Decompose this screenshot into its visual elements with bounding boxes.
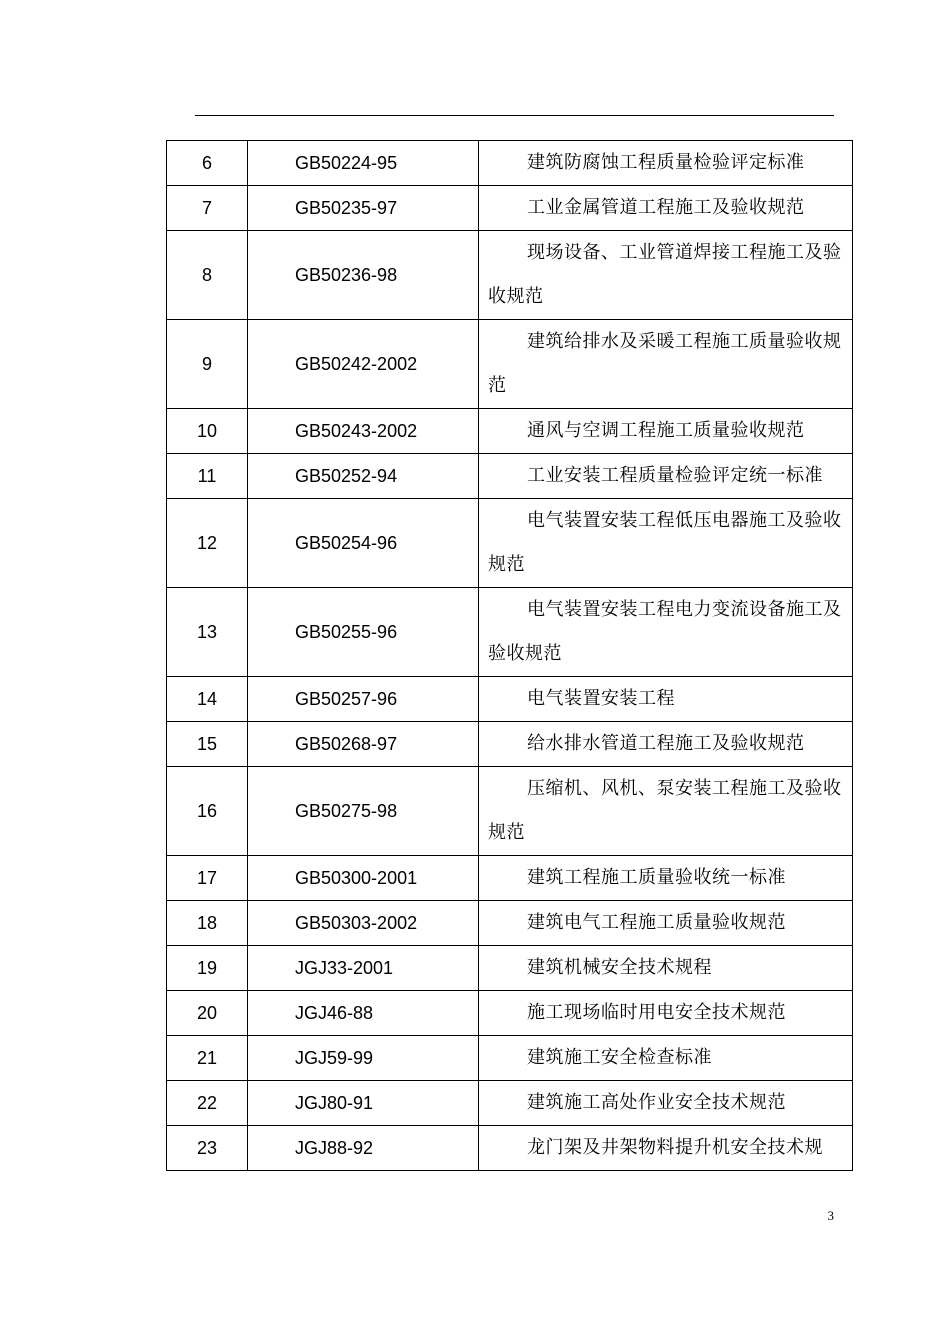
table-row [167,722,853,767]
standard-name: 龙门架及井架物料提升机安全技术规 [479,1126,853,1171]
standard-name: 建筑工程施工质量验收统一标准 [479,856,853,901]
standard-code: GB50252-94 [248,454,479,499]
standard-code: GB50236-98 [248,231,479,320]
row-number: 22 [167,1081,248,1126]
standard-code: JGJ33-2001 [248,946,479,991]
standard-name: 建筑机械安全技术规程 [479,946,853,991]
standard-code: JGJ88-92 [248,1126,479,1171]
standard-name: 施工现场临时用电安全技术规范 [479,991,853,1036]
standard-code: GB50303-2002 [248,901,479,946]
row-number: 16 [167,767,248,856]
table-row [167,677,853,722]
standard-code: GB50242-2002 [248,320,479,409]
standard-name: 电气装置安装工程低压电器施工及验收规范 [479,499,853,588]
standard-name: 建筑施工高处作业安全技术规范 [479,1081,853,1126]
row-number: 21 [167,1036,248,1081]
standard-code: JGJ59-99 [248,1036,479,1081]
standard-code: GB50254-96 [248,499,479,588]
row-number: 18 [167,901,248,946]
table-row [167,499,853,588]
page-number: 3 [827,1208,834,1223]
standard-name: 工业金属管道工程施工及验收规范 [479,186,853,231]
row-number: 6 [167,141,248,186]
standard-code: GB50243-2002 [248,409,479,454]
row-number: 7 [167,186,248,231]
standard-name: 工业安装工程质量检验评定统一标准 [479,454,853,499]
standard-code: JGJ46-88 [248,991,479,1036]
standard-name: 建筑施工安全检查标准 [479,1036,853,1081]
row-number: 23 [167,1126,248,1171]
standard-name: 电气装置安装工程电力变流设备施工及验收规范 [479,588,853,677]
table-row [167,1036,853,1081]
table-row [167,767,853,856]
table-row [167,186,853,231]
table-row [167,320,853,409]
standard-name: 给水排水管道工程施工及验收规范 [479,722,853,767]
standard-code: GB50235-97 [248,186,479,231]
table-row [167,231,853,320]
row-number: 10 [167,409,248,454]
row-number: 12 [167,499,248,588]
standard-code: GB50275-98 [248,767,479,856]
row-number: 20 [167,991,248,1036]
standard-code: GB50224-95 [248,141,479,186]
table-row [167,856,853,901]
row-number: 11 [167,454,248,499]
row-number: 17 [167,856,248,901]
standards-table [166,140,853,1171]
table-row [167,991,853,1036]
table-row [167,141,853,186]
row-number: 8 [167,231,248,320]
table-row [167,454,853,499]
table-row [167,1126,853,1171]
table-row [167,588,853,677]
row-number: 15 [167,722,248,767]
table-row [167,1081,853,1126]
header-rule [195,115,834,116]
table-row [167,946,853,991]
row-number: 19 [167,946,248,991]
standard-name: 电气装置安装工程 [479,677,853,722]
standard-name: 压缩机、风机、泵安装工程施工及验收规范 [479,767,853,856]
standard-name: 建筑给排水及采暖工程施工质量验收规范 [479,320,853,409]
standard-code: JGJ80-91 [248,1081,479,1126]
row-number: 13 [167,588,248,677]
standard-code: GB50300-2001 [248,856,479,901]
row-number: 9 [167,320,248,409]
standard-code: GB50268-97 [248,722,479,767]
table-row [167,901,853,946]
row-number: 14 [167,677,248,722]
standard-name: 建筑防腐蚀工程质量检验评定标准 [479,141,853,186]
standard-code: GB50255-96 [248,588,479,677]
standard-name: 建筑电气工程施工质量验收规范 [479,901,853,946]
standard-name: 现场设备、工业管道焊接工程施工及验收规范 [479,231,853,320]
table-row [167,409,853,454]
standard-name: 通风与空调工程施工质量验收规范 [479,409,853,454]
standard-code: GB50257-96 [248,677,479,722]
